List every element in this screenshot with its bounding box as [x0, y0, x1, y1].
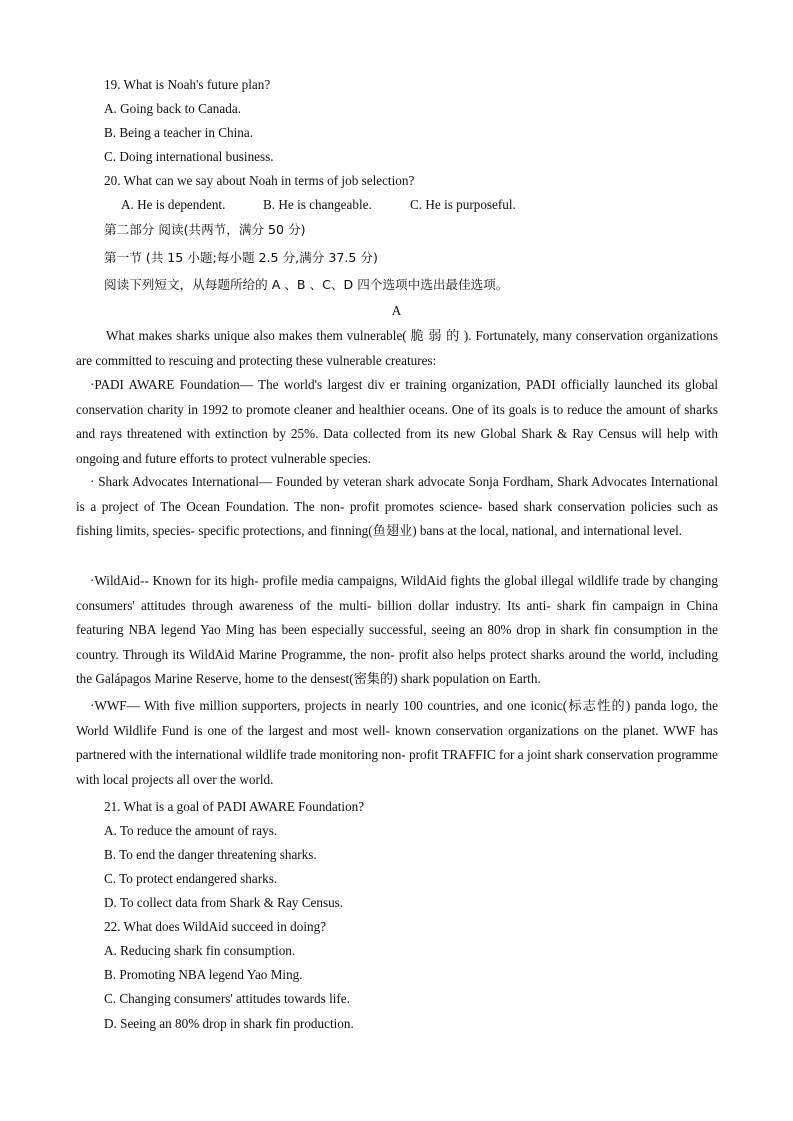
q20-option-b: B. He is changeable. [263, 197, 372, 212]
wildaid-paragraph: ·WildAid-- Known for its high- profile media campaigns, WildAid fights the global illegal wildlife trade by changing consumers' attitudes through awareness of the multi- billion dollar industry. Its anti- shark fin campaign in China featuring NBA legend Yao Ming has been especially successful, seeing an 80% drop in shark fin consumption in the country. Through its WildAid Marine Programme, the non- profit also helps protect sharks around the world, including the Galápagos Marine Reserve, home to the densest(密集的) shark population on Earth. [76, 573, 718, 687]
shark-advocates-paragraph: · Shark Advocates International— Founded by veteran shark advocate Sonja Fordham, Shark Advocates International is a project of The Ocean Foundation. The non- profit promotes science- based shark conservation policies such as fishing limits, species- specific protections, and finning(鱼翅业) bans at the local, national, and international level. [76, 474, 718, 539]
wwf-paragraph: ·WWF— With five million supporters, projects in nearly 100 countries, and one iconic(标志性的) panda logo, the World Wildlife Fund is one of the largest and most well- known conservation organizations on the planet. WWF has partnered with the international wildlife trade monitoring non- profit TRAFFIC for a joint shark conservation programme with local projects all over the world. [76, 698, 718, 787]
q19-option-b: B. Being a teacher in China. [104, 125, 254, 140]
padi-paragraph: ·PADI AWARE Foundation— The world's largest div er training organization, PADI officially launched its global conservation charity in 1992 to promote cleaner and healthier oceans. One of its goals is to reduce the amount of sharks and rays threatened with extinction by 25%. Data collected from its new Global Shark & Ray Census will help with ongoing and future efforts to protect vulnerable species. [76, 377, 718, 466]
q21-option-d: D. To collect data from Shark & Ray Census. [104, 895, 344, 910]
q21-option-a: A. To reduce the amount of rays. [104, 823, 278, 838]
q20-option-c: C. He is purposeful. [410, 197, 516, 212]
q21-option-b: B. To end the danger threatening sharks. [104, 847, 317, 862]
q22-option-b: B. Promoting NBA legend Yao Ming. [104, 967, 303, 982]
q22-option-c: C. Changing consumers' attitudes towards life. [104, 991, 350, 1006]
q21-option-c: C. To protect endangered sharks. [104, 871, 278, 886]
reading-instruction: 阅读下列短文，从每题所给的 A 、B 、C、D 四个选项中选出最佳选项。 [104, 277, 509, 292]
question-21: 21. What is a goal of PADI AWARE Foundation? [104, 799, 365, 814]
passage-intro: What makes sharks unique also makes them vulnerable( 脆 弱 的 ). Fortunately, many conservation organizations are committed to rescuing and protecting these vulnerable creatures: [76, 328, 718, 368]
q20-options [121, 196, 516, 214]
q19-option-a: A. Going back to Canada. [104, 101, 241, 116]
section1-heading: 第一节 (共 15 小题;每小题 2.5 分,满分 37.5 分) [104, 250, 378, 265]
part2-heading: 第二部分 阅读(共两节，满分 50 分) [104, 222, 306, 237]
q22-option-a: A. Reducing shark fin consumption. [104, 943, 296, 958]
q20-option-a: A. He is dependent. [121, 197, 226, 212]
question-19: 19. What is Noah's future plan? [104, 77, 271, 92]
question-20: 20. What can we say about Noah in terms of job selection? [104, 173, 415, 188]
q22-option-d: D. Seeing an 80% drop in shark fin production. [104, 1016, 354, 1031]
question-22: 22. What does WildAid succeed in doing? [104, 919, 327, 934]
q19-option-c: C. Doing international business. [104, 149, 274, 164]
passage-label: A [391, 303, 402, 318]
